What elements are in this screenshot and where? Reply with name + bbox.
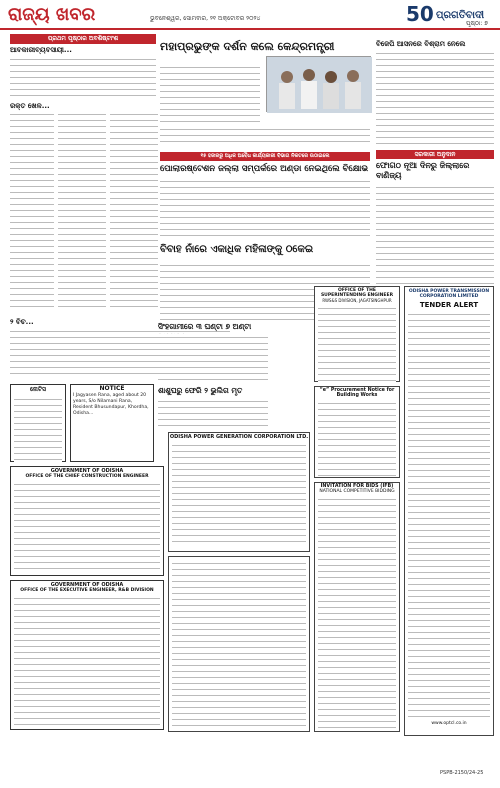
story3-headline: ବିବାହ ନାଁରେ ଏକାଧିକ ମହିଳାଙ୍କୁ ଠକେଇ	[160, 244, 314, 255]
col1-text-2c	[110, 111, 158, 311]
opgc-text	[172, 442, 306, 546]
lead-text	[160, 64, 260, 124]
right-banner: ସରକାରୀ ଅନୁଦାନ	[376, 150, 494, 159]
bottom-ref: PSPB-2150/24-25	[440, 770, 484, 776]
gov-notice-text	[14, 481, 160, 573]
story4-headline-2: ଶାଶୁଘରୁ ଫେରି ୨ ଭୁଲିଗ ମୃତ	[158, 386, 243, 395]
col1-heading-1: ଆବକାରୀବ୍ୟବସାୟୀ...	[10, 46, 72, 54]
story4-headline: ସିଂହଗାମୀରେ ୩ ଘଣ୍ଟା ୭ ଅଣ୍ଟା	[158, 322, 252, 331]
gov-title: GOVERNMENT OF ODISHA	[50, 468, 124, 474]
gov-title-2: GOVERNMENT OF ODISHA	[50, 582, 124, 588]
lead-photo-image	[267, 57, 372, 113]
ntpc-text	[318, 496, 396, 730]
col1-heading-2: ରକ୍ତ ଖେଳ...	[10, 102, 50, 110]
eproc-text	[318, 400, 396, 476]
notice-2-title: NOTICE	[99, 385, 125, 392]
story2-headline: ପୋଲାରଷ୍ଟେଶନ ଜଲ୍ଲା ସମ୍ପର୍କରେ ଅଣ୍ଡା ନେଇଥିଲେ ବିକ୍ଷୋଭ	[160, 164, 369, 174]
logo-text: 50	[406, 2, 434, 26]
lead-headline: ମହାପ୍ରଭୁଙ୍କ ଦର୍ଶନ କଲେ କେନ୍ଦ୍ରମନ୍ତ୍ରୀ	[160, 40, 335, 53]
story4-text-2	[158, 398, 268, 428]
eproc-title: “e” Procurement Notice for Building Works	[319, 388, 395, 398]
lead-text-2	[160, 126, 370, 146]
notice-box-2	[70, 384, 154, 462]
gov-notice-1	[10, 466, 164, 576]
col1-text-2b	[58, 111, 106, 311]
col1-text-2a	[10, 111, 54, 311]
lead-photo	[266, 56, 371, 112]
col1-text-1	[10, 56, 156, 100]
right-text-2	[376, 184, 494, 284]
tender-alert-text	[408, 311, 490, 719]
gov-notice-text-2	[14, 595, 160, 727]
gov-office: OFFICE OF THE CHIEF CONSTRUCTION ENGINEER	[25, 474, 149, 479]
notice-2-text: I Jagyasen Rana, aged about 20 years, S/o Nilamani Rana, Resident Bhusundapur, Khordha, Odisha...	[73, 393, 149, 416]
story2-kicker: ୧୫ ହଜାରରୁ ଅଧିକ ଅବୈଧ କାର୍ଯ୍ୟକାରୀ ବିଭାଗ ନିକଟରେ ଉଠାଇଲେ	[160, 152, 370, 161]
se-title: OFFICE OF THE SUPERINTENDING ENGINEER	[320, 288, 394, 298]
gov-notice-2	[10, 580, 164, 730]
tender-alert-box	[404, 286, 494, 736]
notice-title: ନୋଟିସ	[30, 386, 46, 393]
notice-box-1	[10, 384, 66, 462]
ntpc-sub: NATIONAL COMPETITIVE BIDDING	[319, 489, 395, 494]
anniversary-logo-icon	[404, 1, 434, 27]
gov-tender-text	[172, 560, 306, 728]
section-title: ରାଜ୍ୟ ଖବର	[8, 4, 96, 25]
opgc-title: ODISHA POWER GENERATION CORPORATION LTD.	[169, 434, 309, 440]
right-text-1	[376, 50, 494, 146]
tender-alert-org: ODISHA POWER TRANSMISSION CORPORATION LIMITED	[408, 289, 490, 299]
issue-date: ଭୁବନେଶ୍ୱର, ସୋମବାର, ୨୧ ଅକ୍ଟୋବର ୨୦୨୪	[150, 15, 261, 22]
ntpc-ifb	[314, 482, 400, 732]
tender-alert-site[interactable]: www.optcl.co.in	[431, 721, 467, 726]
gov-tender	[168, 556, 310, 732]
newspaper-brand: ପ୍ରଗତିବାଦୀ	[436, 10, 485, 21]
se-tender	[314, 286, 400, 382]
notice-text	[14, 396, 62, 462]
story4-text	[158, 334, 268, 384]
right-heading-2: ଫୋଗଠ ନୂଆ ଦିନରୁ ଜିଲ୍ଲାରେ ବାଣିଜ୍ୟ	[376, 161, 470, 180]
continued-banner: ପ୍ରଥମ ପୃଷ୍ଠାର ଅବଶିଷ୍ଟାଂଶ	[10, 34, 156, 44]
eproc-notice	[314, 386, 400, 478]
story2-text	[160, 178, 370, 240]
se-sub: RWS&S DIVISION, JAGATSINGHPUR	[322, 298, 392, 303]
tender-alert-title: TENDER ALERT	[419, 301, 479, 309]
gov-office-2: OFFICE OF THE EXECUTIVE ENGINEER, R&B DIVISION	[20, 588, 154, 593]
right-heading-1: ବିଜେପି ଆସନରେ ବିଶ୍ରାମ ନେଲେ	[376, 40, 466, 48]
opgc-tender	[168, 432, 310, 552]
col1-heading-3: ୨ ବିଚ...	[10, 318, 34, 326]
se-text	[318, 305, 396, 385]
page-number: ପୃଷ୍ଠା: ୭	[466, 20, 488, 27]
ntpc-title: INVITATION FOR BIDS (IFB)	[320, 484, 394, 489]
